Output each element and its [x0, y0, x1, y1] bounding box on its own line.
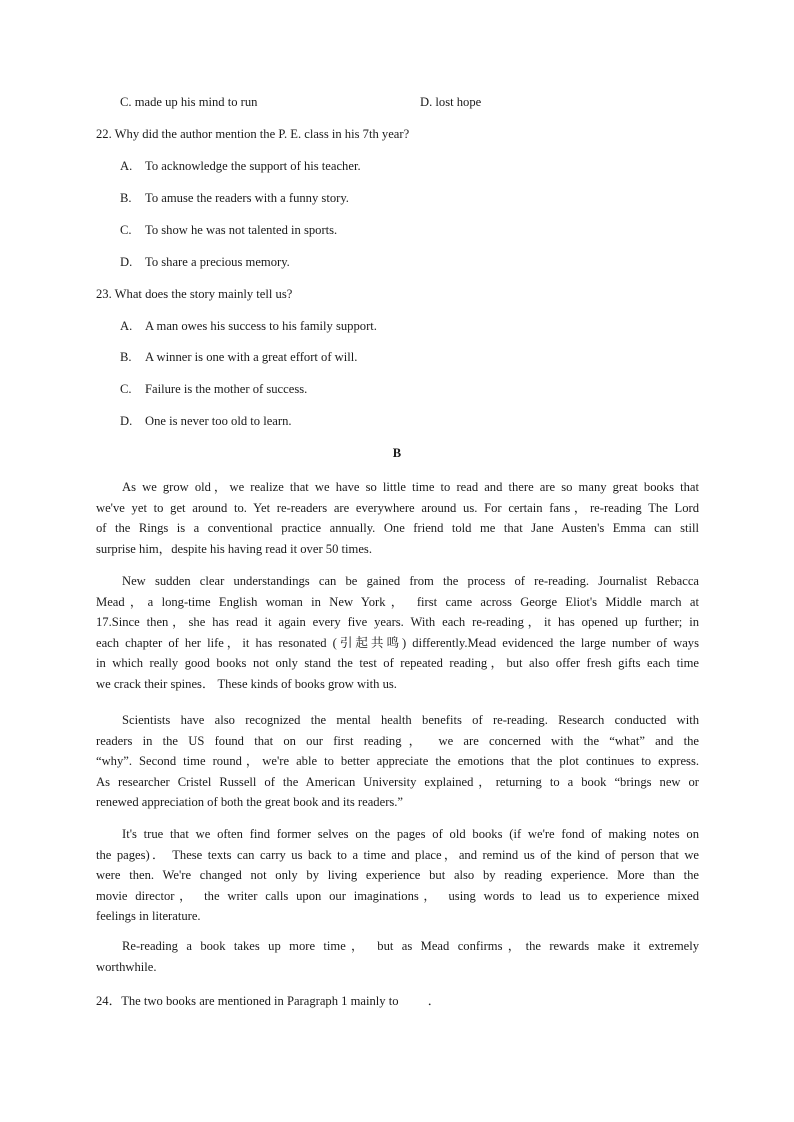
paragraph-line: Scientists have also recognized the mental health benefits of re-reading. Research conducted with [122, 713, 699, 727]
paragraph-line: It's true that we often find former selves on the pages of old books (if we're fond of making notes on [122, 827, 699, 841]
paragraph-line: feelings in literature. [96, 909, 201, 924]
paragraph-line: of the Rings is a conventional practice annually. One friend told me that Jane Austen's Emma can still [96, 521, 699, 536]
paragraph-line: Mead，a long-time English woman in New York， first came across George Eliot's Middle march at [96, 594, 699, 609]
paragraph-line: were then. We're changed not only by living experience but also by reading experience. More than the [96, 868, 699, 883]
passage-paragraph-1 [96, 477, 699, 559]
paragraph-line: Re-reading a book takes up more time， but as Mead confirms，the rewards make it extremely [122, 939, 699, 953]
paragraph-line: in which really good books not only stand the test of repeated reading，but also offer fresh gifts each time [96, 656, 699, 671]
section-heading: B [392, 446, 402, 460]
paragraph-line: we crack their spines． These kinds of books grow with us. [96, 676, 397, 691]
q21-option-c: C. made up his mind to run [120, 95, 258, 109]
q22-option-d: D. To share a precious memory. [120, 255, 290, 269]
q21-option-d: D. lost hope [420, 95, 482, 109]
q23-option-d: D. One is never too old to learn. [120, 414, 292, 428]
paragraph-line: the pages)． These texts can carry us back to a time and place，and remind us of the kind of person that we [96, 847, 699, 862]
paragraph-line: we've yet to get around to. Yet re-readers are everywhere around us. For certain fans，re-reading The Lord [96, 500, 699, 515]
q23-option-b: B. A winner is one with a great effort of will. [120, 350, 358, 364]
paragraph-line: each chapter of her life，it has resonated (引起共鸣) differently.Mead evidenced the large number of ways [96, 635, 699, 650]
paragraph-line: renewed appreciation of both the great book and its readers.” [96, 795, 404, 810]
q22-stem: 22. Why did the author mention the P. E. class in his 7th year? [96, 127, 410, 141]
q22-option-a: A. To acknowledge the support of his teacher. [120, 159, 361, 173]
q22-option-b: B. To amuse the readers with a funny story. [120, 191, 349, 205]
q23-option-a: A. A man owes his success to his family support. [120, 319, 377, 333]
q24-stem: 24．The two books are mentioned in Paragraph 1 mainly to ． [96, 994, 441, 1008]
q22-option-c: C. To show he was not talented in sports. [120, 223, 338, 237]
paragraph-line: New sudden clear understandings can be gained from the process of re-reading. Journalist Rebacca [122, 574, 699, 588]
paragraph-line: readers in the US found that on our first reading， we are concerned with the “what” and the [96, 733, 699, 748]
q23-option-c: C. Failure is the mother of success. [120, 382, 308, 396]
paragraph-line: surprise him，despite his having read it over 50 times. [96, 541, 372, 556]
passage-paragraph-4 [96, 824, 699, 927]
paragraph-line: 17.Since then，she has read it again every five years. With each re-reading，it has opened up further; in [96, 615, 699, 630]
passage-paragraph-3 [96, 710, 699, 813]
paragraph-line: “why”. Second time round，we're able to better appreciate the emotions that the plot continues to express. [96, 754, 699, 769]
paragraph-line: As researcher Cristel Russell of the American University explained，returning to a book “brings new or [96, 774, 699, 789]
paragraph-line: movie director， the writer calls upon our imaginations， using words to lead us to experience mixed [96, 888, 699, 903]
q23-stem: 23. What does the story mainly tell us? [96, 287, 293, 301]
paragraph-line: As we grow old，we realize that we have so little time to read and there are so many great books that [122, 480, 699, 494]
paragraph-line: worthwhile. [96, 959, 157, 974]
passage-paragraph-2 [96, 571, 699, 695]
passage-paragraph-5 [96, 936, 699, 977]
